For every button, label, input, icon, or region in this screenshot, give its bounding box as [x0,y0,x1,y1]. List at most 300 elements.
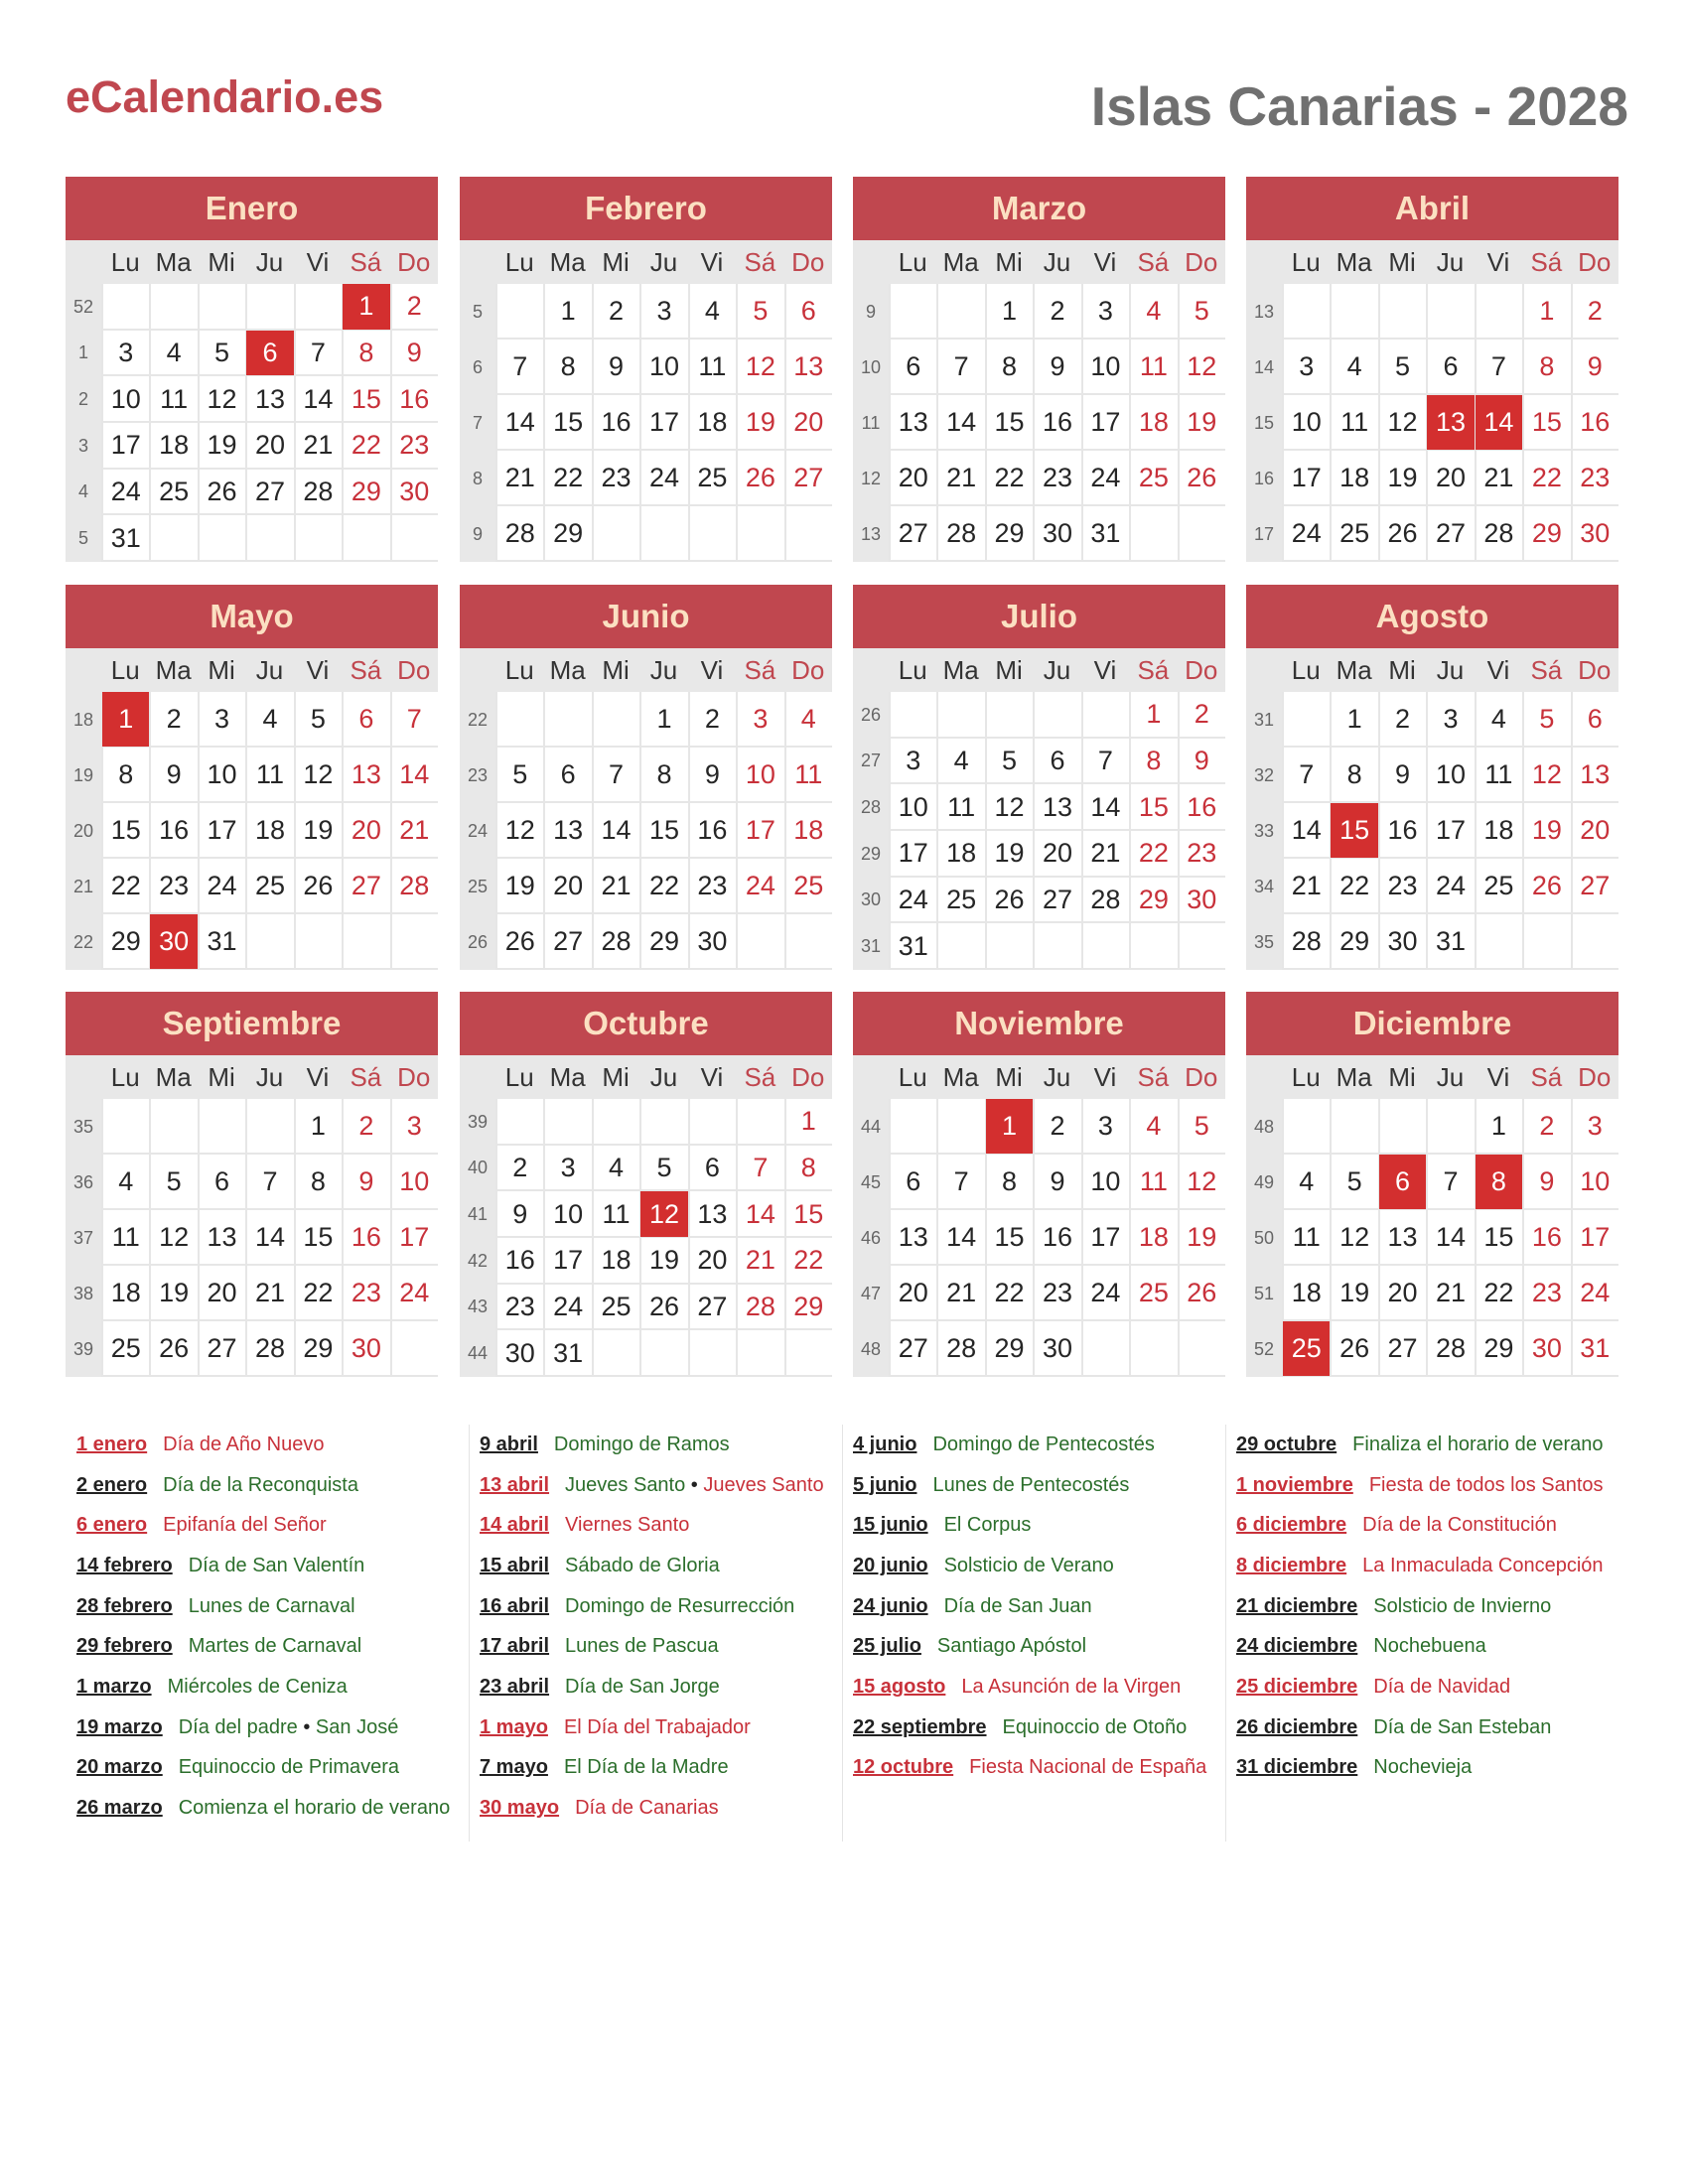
calendar-day[interactable]: 26 [994,884,1025,914]
calendar-day[interactable]: 1 [1539,296,1555,326]
calendar-day[interactable]: 27 [1042,884,1073,914]
calendar-day[interactable]: 29 [1483,1333,1514,1363]
event-date[interactable]: 24 junio [853,1594,928,1617]
holiday-day[interactable]: 1 [343,284,389,330]
calendar-day[interactable]: 6 [1587,704,1603,734]
event-date[interactable]: 28 febrero [76,1594,173,1617]
calendar-day[interactable]: 31 [1090,518,1121,548]
calendar-day[interactable]: 5 [1539,704,1555,734]
calendar-day[interactable]: 18 [1483,815,1514,845]
calendar-day[interactable]: 29 [1339,926,1370,956]
calendar-day[interactable]: 4 [953,745,969,775]
calendar-day[interactable]: 9 [166,759,182,789]
calendar-day[interactable]: 10 [1580,1166,1611,1196]
calendar-day[interactable]: 14 [254,1222,286,1252]
calendar-day[interactable]: 16 [399,383,430,414]
calendar-day[interactable]: 2 [166,704,182,734]
calendar-day[interactable]: 2 [1050,1111,1065,1141]
calendar-day[interactable]: 2 [406,291,422,322]
event-date[interactable]: 29 octubre [1236,1433,1337,1455]
calendar-day[interactable]: 24 [648,463,680,492]
calendar-day[interactable]: 28 [303,476,334,506]
calendar-day[interactable]: 23 [351,1278,381,1307]
calendar-day[interactable]: 21 [1435,1278,1467,1307]
calendar-day[interactable]: 26 [1187,463,1217,492]
calendar-day[interactable]: 9 [704,759,720,789]
calendar-day[interactable]: 29 [994,1333,1025,1363]
calendar-day[interactable]: 30 [504,1337,535,1368]
calendar-day[interactable]: 22 [648,871,680,900]
calendar-day[interactable]: 14 [1435,1222,1467,1252]
calendar-day[interactable]: 15 [1483,1222,1514,1252]
calendar-day[interactable]: 22 [553,463,584,492]
calendar-day[interactable]: 14 [1291,815,1322,845]
calendar-day[interactable]: 8 [310,1166,326,1196]
calendar-day[interactable]: 13 [898,407,928,437]
holiday-day[interactable]: 14 [1476,395,1522,450]
event-date[interactable]: 8 diciembre [1236,1554,1347,1576]
calendar-day[interactable]: 1 [1002,296,1018,326]
event-date[interactable]: 26 marzo [76,1797,163,1820]
calendar-day[interactable]: 22 [994,1278,1025,1307]
calendar-day[interactable]: 9 [358,1166,374,1196]
calendar-day[interactable]: 9 [1194,745,1209,775]
calendar-day[interactable]: 4 [262,704,278,734]
calendar-day[interactable]: 21 [745,1245,775,1276]
calendar-day[interactable]: 8 [118,759,134,789]
calendar-day[interactable]: 8 [1146,745,1162,775]
calendar-day[interactable]: 21 [254,1278,286,1307]
event-date[interactable]: 23 abril [480,1675,550,1698]
calendar-day[interactable]: 4 [1299,1166,1315,1196]
calendar-day[interactable]: 4 [800,704,816,734]
calendar-day[interactable]: 30 [351,1333,381,1363]
event-date[interactable]: 29 febrero [76,1635,173,1658]
calendar-day[interactable]: 20 [793,407,824,437]
calendar-day[interactable]: 10 [399,1166,430,1196]
calendar-day[interactable]: 3 [214,704,230,734]
event-date[interactable]: 4 junio [853,1433,917,1455]
calendar-day[interactable]: 5 [1194,296,1209,326]
calendar-day[interactable]: 25 [159,476,190,506]
calendar-day[interactable]: 6 [1443,351,1459,381]
calendar-day[interactable]: 15 [793,1198,824,1229]
calendar-day[interactable]: 8 [1346,759,1362,789]
calendar-day[interactable]: 14 [745,1198,775,1229]
calendar-day[interactable]: 13 [351,759,381,789]
site-logo[interactable]: eCalendario.es [66,71,384,122]
calendar-day[interactable]: 10 [110,383,141,414]
holiday-day[interactable]: 6 [246,331,293,376]
calendar-day[interactable]: 9 [512,1198,528,1229]
calendar-day[interactable]: 8 [560,351,576,381]
calendar-day[interactable]: 2 [1587,296,1603,326]
calendar-day[interactable]: 7 [310,337,326,367]
calendar-day[interactable]: 3 [1443,704,1459,734]
calendar-day[interactable]: 7 [262,1166,278,1196]
calendar-day[interactable]: 23 [399,430,430,461]
calendar-day[interactable]: 20 [898,463,928,492]
calendar-day[interactable]: 28 [601,926,632,956]
calendar-day[interactable]: 15 [1531,407,1562,437]
calendar-day[interactable]: 27 [898,1333,928,1363]
calendar-day[interactable]: 23 [697,871,728,900]
calendar-day[interactable]: 18 [254,815,286,845]
calendar-day[interactable]: 24 [1090,463,1121,492]
holiday-day[interactable]: 6 [1379,1155,1426,1209]
calendar-day[interactable]: 6 [1050,745,1065,775]
calendar-day[interactable]: 11 [160,383,189,414]
calendar-day[interactable]: 10 [553,1198,584,1229]
calendar-day[interactable]: 31 [207,926,237,956]
calendar-day[interactable]: 16 [1187,791,1217,822]
calendar-day[interactable]: 30 [1387,926,1418,956]
calendar-day[interactable]: 24 [1435,871,1467,900]
calendar-day[interactable]: 8 [1002,1166,1018,1196]
calendar-day[interactable]: 5 [214,337,230,367]
calendar-day[interactable]: 14 [399,759,430,789]
event-date[interactable]: 20 junio [853,1554,928,1576]
calendar-day[interactable]: 13 [1387,1222,1418,1252]
calendar-day[interactable]: 21 [946,463,977,492]
calendar-day[interactable]: 22 [994,463,1025,492]
calendar-day[interactable]: 12 [745,351,775,381]
calendar-day[interactable]: 2 [512,1152,528,1182]
calendar-day[interactable]: 13 [697,1198,728,1229]
calendar-day[interactable]: 13 [207,1222,237,1252]
calendar-day[interactable]: 24 [553,1291,584,1321]
calendar-day[interactable]: 6 [800,296,816,326]
event-date[interactable]: 21 diciembre [1236,1594,1358,1617]
calendar-day[interactable]: 23 [601,463,632,492]
calendar-day[interactable]: 6 [704,1152,720,1182]
calendar-day[interactable]: 6 [560,759,576,789]
calendar-day[interactable]: 29 [994,518,1025,548]
calendar-day[interactable]: 29 [648,926,680,956]
calendar-day[interactable]: 21 [946,1278,977,1307]
calendar-day[interactable]: 26 [1531,871,1562,900]
event-date[interactable]: 1 marzo [76,1675,152,1698]
calendar-day[interactable]: 17 [399,1222,430,1252]
calendar-day[interactable]: 5 [512,759,528,789]
calendar-day[interactable]: 11 [698,351,727,381]
event-date[interactable]: 22 septiembre [853,1715,987,1738]
calendar-day[interactable]: 3 [406,1111,422,1141]
calendar-day[interactable]: 19 [648,1245,680,1276]
calendar-day[interactable]: 23 [1042,1278,1073,1307]
calendar-day[interactable]: 19 [1339,1278,1370,1307]
calendar-day[interactable]: 20 [898,1278,928,1307]
event-date[interactable]: 6 diciembre [1236,1514,1347,1537]
calendar-day[interactable]: 5 [166,1166,182,1196]
calendar-day[interactable]: 9 [406,337,422,367]
calendar-day[interactable]: 11 [1139,1166,1168,1196]
event-date[interactable]: 15 junio [853,1514,928,1537]
calendar-day[interactable]: 16 [697,815,728,845]
event-date[interactable]: 20 marzo [76,1756,163,1779]
holiday-day[interactable]: 8 [1476,1155,1522,1209]
calendar-day[interactable]: 15 [994,407,1025,437]
calendar-day[interactable]: 10 [207,759,237,789]
calendar-day[interactable]: 7 [1097,745,1113,775]
calendar-day[interactable]: 20 [553,871,584,900]
calendar-day[interactable]: 10 [898,791,928,822]
calendar-day[interactable]: 9 [1395,759,1411,789]
event-date[interactable]: 7 mayo [480,1756,548,1779]
calendar-day[interactable]: 14 [601,815,632,845]
calendar-day[interactable]: 11 [1292,1222,1321,1252]
calendar-day[interactable]: 17 [745,815,775,845]
calendar-day[interactable]: 27 [1387,1333,1418,1363]
calendar-day[interactable]: 17 [898,838,928,869]
calendar-day[interactable]: 14 [946,407,977,437]
calendar-day[interactable]: 23 [1531,1278,1562,1307]
calendar-day[interactable]: 5 [1194,1111,1209,1141]
calendar-day[interactable]: 22 [303,1278,334,1307]
calendar-day[interactable]: 31 [898,930,928,961]
holiday-day[interactable]: 12 [640,1191,687,1237]
calendar-day[interactable]: 30 [399,476,430,506]
event-date[interactable]: 24 diciembre [1236,1635,1358,1658]
calendar-day[interactable]: 10 [1291,407,1322,437]
calendar-day[interactable]: 6 [906,1166,921,1196]
calendar-day[interactable]: 27 [697,1291,728,1321]
calendar-day[interactable]: 5 [1002,745,1018,775]
calendar-day[interactable]: 19 [1531,815,1562,845]
calendar-day[interactable]: 9 [1050,351,1065,381]
calendar-day[interactable]: 26 [648,1291,680,1321]
calendar-day[interactable]: 25 [1138,463,1169,492]
calendar-day[interactable]: 26 [1187,1278,1217,1307]
calendar-day[interactable]: 4 [704,296,720,326]
calendar-day[interactable]: 25 [697,463,728,492]
calendar-day[interactable]: 28 [1435,1333,1467,1363]
calendar-day[interactable]: 5 [310,704,326,734]
holiday-day[interactable]: 25 [1283,1321,1330,1376]
calendar-day[interactable]: 20 [697,1245,728,1276]
calendar-day[interactable]: 21 [601,871,632,900]
calendar-day[interactable]: 19 [303,815,334,845]
calendar-day[interactable]: 15 [553,407,584,437]
calendar-day[interactable]: 11 [1340,407,1369,437]
calendar-day[interactable]: 8 [1002,351,1018,381]
calendar-day[interactable]: 10 [1090,1166,1121,1196]
calendar-day[interactable]: 24 [207,871,237,900]
calendar-day[interactable]: 27 [351,871,381,900]
calendar-day[interactable]: 4 [166,337,182,367]
calendar-day[interactable]: 9 [609,351,625,381]
calendar-day[interactable]: 18 [1291,1278,1322,1307]
calendar-day[interactable]: 19 [1387,463,1418,492]
calendar-day[interactable]: 16 [1042,1222,1073,1252]
calendar-day[interactable]: 9 [1050,1166,1065,1196]
calendar-day[interactable]: 24 [898,884,928,914]
calendar-day[interactable]: 28 [745,1291,775,1321]
calendar-day[interactable]: 19 [745,407,775,437]
event-date[interactable]: 19 marzo [76,1715,163,1738]
calendar-day[interactable]: 29 [1531,518,1562,548]
calendar-day[interactable]: 4 [609,1152,625,1182]
calendar-day[interactable]: 16 [504,1245,535,1276]
calendar-day[interactable]: 16 [1042,407,1073,437]
calendar-day[interactable]: 25 [1339,518,1370,548]
calendar-day[interactable]: 12 [1387,407,1418,437]
calendar-day[interactable]: 3 [560,1152,576,1182]
calendar-day[interactable]: 26 [159,1333,190,1363]
calendar-day[interactable]: 12 [159,1222,190,1252]
calendar-day[interactable]: 2 [1050,296,1065,326]
event-date[interactable]: 30 mayo [480,1797,560,1820]
calendar-day[interactable]: 19 [159,1278,190,1307]
calendar-day[interactable]: 28 [1483,518,1514,548]
calendar-day[interactable]: 21 [1483,463,1514,492]
calendar-day[interactable]: 2 [1539,1111,1555,1141]
calendar-day[interactable]: 5 [656,1152,672,1182]
calendar-day[interactable]: 15 [303,1222,334,1252]
calendar-day[interactable]: 20 [1042,838,1073,869]
calendar-day[interactable]: 18 [110,1278,141,1307]
calendar-day[interactable]: 25 [601,1291,632,1321]
calendar-day[interactable]: 29 [553,518,584,548]
calendar-day[interactable]: 29 [110,926,141,956]
calendar-day[interactable]: 26 [303,871,334,900]
calendar-day[interactable]: 3 [118,337,134,367]
calendar-day[interactable]: 30 [1187,884,1217,914]
calendar-day[interactable]: 31 [553,1337,584,1368]
calendar-day[interactable]: 15 [110,815,141,845]
calendar-day[interactable]: 23 [1042,463,1073,492]
event-date[interactable]: 16 abril [480,1594,550,1617]
calendar-day[interactable]: 24 [399,1278,430,1307]
calendar-day[interactable]: 1 [1146,699,1162,730]
calendar-day[interactable]: 28 [1090,884,1121,914]
calendar-day[interactable]: 22 [793,1245,824,1276]
calendar-day[interactable]: 23 [1580,463,1611,492]
calendar-day[interactable]: 17 [1090,407,1121,437]
calendar-day[interactable]: 2 [704,704,720,734]
calendar-day[interactable]: 25 [793,871,824,900]
calendar-day[interactable]: 19 [504,871,535,900]
calendar-day[interactable]: 12 [1187,1166,1217,1196]
calendar-day[interactable]: 24 [1090,1278,1121,1307]
calendar-day[interactable]: 16 [351,1222,381,1252]
event-date[interactable]: 17 abril [480,1635,550,1658]
calendar-day[interactable]: 15 [648,815,680,845]
calendar-day[interactable]: 22 [1531,463,1562,492]
calendar-day[interactable]: 7 [1443,1166,1459,1196]
calendar-day[interactable]: 17 [1580,1222,1611,1252]
calendar-day[interactable]: 19 [1187,407,1217,437]
calendar-day[interactable]: 1 [656,704,672,734]
calendar-day[interactable]: 11 [255,759,284,789]
calendar-day[interactable]: 2 [358,1111,374,1141]
calendar-day[interactable]: 20 [254,430,286,461]
calendar-day[interactable]: 31 [1580,1333,1611,1363]
event-date[interactable]: 25 julio [853,1635,921,1658]
calendar-day[interactable]: 3 [1587,1111,1603,1141]
calendar-day[interactable]: 8 [656,759,672,789]
calendar-day[interactable]: 17 [1090,1222,1121,1252]
calendar-day[interactable]: 25 [254,871,286,900]
calendar-day[interactable]: 14 [504,407,535,437]
calendar-day[interactable]: 23 [504,1291,535,1321]
calendar-day[interactable]: 18 [793,815,824,845]
calendar-day[interactable]: 7 [609,759,625,789]
calendar-day[interactable]: 14 [1090,791,1121,822]
calendar-day[interactable]: 26 [745,463,775,492]
calendar-day[interactable]: 25 [1138,1278,1169,1307]
calendar-day[interactable]: 26 [1387,518,1418,548]
calendar-day[interactable]: 25 [110,1333,141,1363]
calendar-day[interactable]: 12 [1531,759,1562,789]
calendar-day[interactable]: 17 [1291,463,1322,492]
calendar-day[interactable]: 22 [110,871,141,900]
calendar-day[interactable]: 7 [406,704,422,734]
calendar-day[interactable]: 18 [1138,1222,1169,1252]
calendar-day[interactable]: 27 [793,463,824,492]
calendar-day[interactable]: 23 [1387,871,1418,900]
calendar-day[interactable]: 18 [1138,407,1169,437]
calendar-day[interactable]: 6 [358,704,374,734]
calendar-day[interactable]: 12 [994,791,1025,822]
calendar-day[interactable]: 20 [351,815,381,845]
calendar-day[interactable]: 24 [1580,1278,1611,1307]
calendar-day[interactable]: 25 [1483,871,1514,900]
calendar-day[interactable]: 3 [1097,1111,1113,1141]
calendar-day[interactable]: 3 [753,704,769,734]
calendar-day[interactable]: 27 [553,926,584,956]
calendar-day[interactable]: 15 [1138,791,1169,822]
calendar-day[interactable]: 5 [1346,1166,1362,1196]
calendar-day[interactable]: 8 [1539,351,1555,381]
event-date[interactable]: 25 diciembre [1236,1675,1358,1698]
calendar-day[interactable]: 7 [753,1152,769,1182]
event-date[interactable]: 12 octubre [853,1756,954,1779]
calendar-day[interactable]: 3 [1299,351,1315,381]
calendar-day[interactable]: 31 [110,522,141,553]
calendar-day[interactable]: 1 [310,1111,326,1141]
calendar-day[interactable]: 21 [1291,871,1322,900]
calendar-day[interactable]: 11 [794,759,823,789]
calendar-day[interactable]: 10 [745,759,775,789]
calendar-day[interactable]: 11 [111,1222,140,1252]
calendar-day[interactable]: 2 [1194,699,1209,730]
calendar-day[interactable]: 7 [1299,759,1315,789]
calendar-day[interactable]: 26 [504,926,535,956]
calendar-day[interactable]: 10 [1435,759,1467,789]
event-date[interactable]: 14 febrero [76,1554,173,1576]
calendar-day[interactable]: 16 [601,407,632,437]
calendar-day[interactable]: 28 [254,1333,286,1363]
calendar-day[interactable]: 13 [898,1222,928,1252]
calendar-day[interactable]: 16 [159,815,190,845]
calendar-day[interactable]: 12 [504,815,535,845]
calendar-day[interactable]: 21 [1090,838,1121,869]
event-date[interactable]: 31 diciembre [1236,1756,1358,1779]
calendar-day[interactable]: 4 [1146,1111,1162,1141]
calendar-day[interactable]: 17 [553,1245,584,1276]
event-date[interactable]: 15 agosto [853,1675,946,1698]
event-date[interactable]: 1 noviembre [1236,1473,1353,1496]
calendar-day[interactable]: 25 [946,884,977,914]
calendar-day[interactable]: 24 [745,871,775,900]
calendar-day[interactable]: 7 [953,1166,969,1196]
calendar-day[interactable]: 28 [504,518,535,548]
calendar-day[interactable]: 9 [1539,1166,1555,1196]
event-date[interactable]: 26 diciembre [1236,1715,1358,1738]
calendar-day[interactable]: 27 [254,476,286,506]
calendar-day[interactable]: 16 [1580,407,1611,437]
